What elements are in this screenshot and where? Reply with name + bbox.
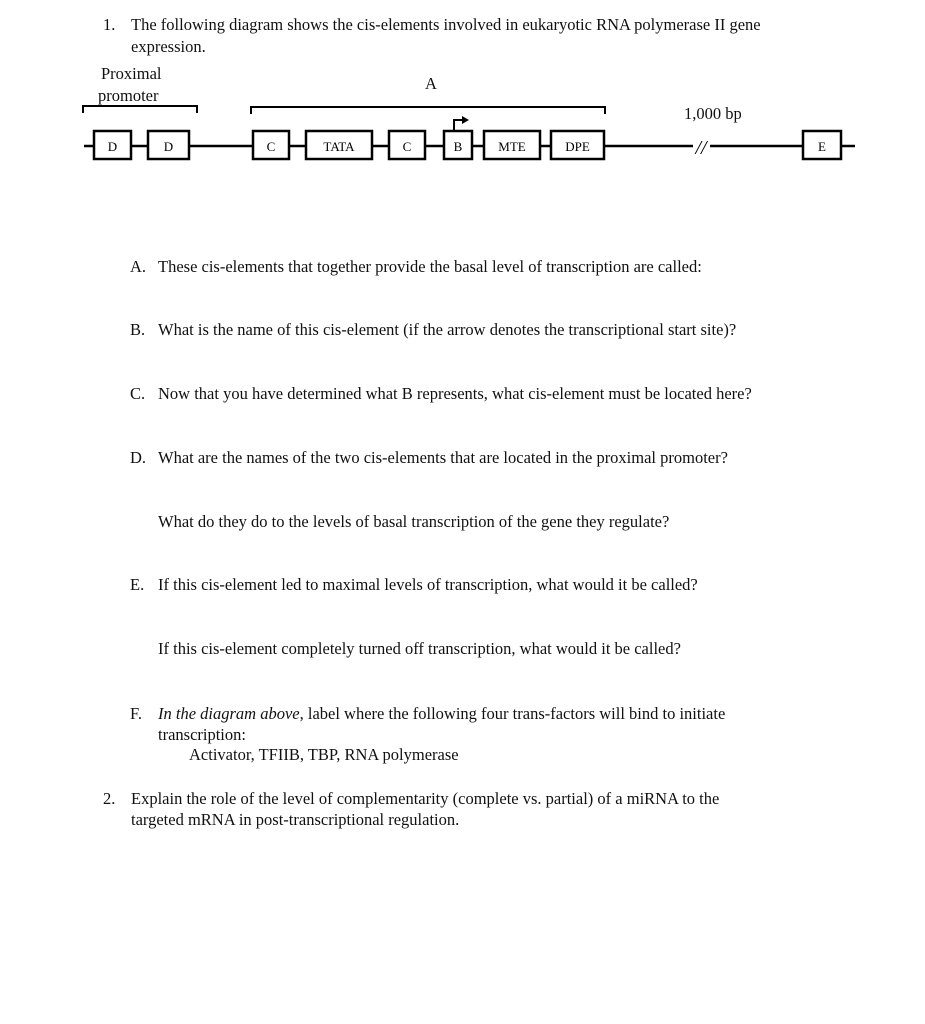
box-c1 [253, 131, 289, 159]
svg-text:D: D [107, 139, 118, 154]
svg-text:C: C [402, 139, 412, 154]
a-label: A [425, 74, 437, 93]
part-a-letter: A. [130, 257, 147, 276]
part-f-line2: transcription: [158, 725, 246, 744]
box-b [444, 131, 472, 159]
proximal-label: Proximal [101, 64, 162, 83]
q1-intro-line2: expression. [131, 37, 206, 56]
svg-text:MTE: MTE [498, 139, 526, 154]
part-f-line1 [158, 703, 725, 724]
proximal-bracket [83, 106, 197, 113]
a-bracket [251, 107, 605, 114]
part-f-italic: In the diagram above [158, 704, 300, 723]
part-e-letter: E. [130, 575, 145, 594]
q1-number: 1. [103, 15, 116, 34]
break-mark: // [695, 137, 707, 159]
part-f-letter: F. [130, 704, 142, 723]
box-c2 [389, 131, 425, 159]
box-d2 [148, 131, 189, 159]
box-mte [484, 131, 540, 159]
part-d-followup: What do they do to the levels of basal transcription of the gene they regulate? [158, 512, 670, 531]
part-b-letter: B. [130, 320, 146, 339]
promoter-label: promoter [98, 86, 159, 105]
part-d-letter: D. [130, 448, 147, 467]
box-d1 [94, 131, 131, 159]
part-b-text: What is the name of this cis-element (if the arrow denotes the transcriptional start site)? [158, 320, 737, 339]
part-f-factors: Activator, TFIIB, TBP, RNA polymerase [189, 745, 459, 764]
box-dpe [551, 131, 604, 159]
box-e [803, 131, 841, 159]
part-c-letter: C. [130, 384, 146, 403]
svg-text:B: B [453, 139, 463, 154]
svg-text:E: E [818, 139, 826, 154]
svg-text:DPE: DPE [565, 139, 590, 154]
part-a-text: These cis-elements that together provide the basal level of transcription are called: [158, 257, 702, 276]
q1-intro-line1: The following diagram shows the cis-elements involved in eukaryotic RNA polymerase II gene [131, 15, 761, 34]
q2-number: 2. [103, 789, 116, 808]
part-e-followup: If this cis-element completely turned off transcription, what would it be called? [158, 639, 681, 658]
part-d-text: What are the names of the two cis-elements that are located in the proximal promoter? [158, 448, 728, 467]
part-c-text: Now that you have determined what B represents, what cis-element must be located here? [158, 384, 752, 403]
part-e-text: If this cis-element led to maximal levels of transcription, what would it be called? [158, 575, 698, 594]
svg-text:D: D [163, 139, 174, 154]
start-site-arrow-icon [454, 116, 469, 131]
box-tata [306, 131, 372, 159]
cis-element-diagram [0, 0, 925, 200]
bp-label: 1,000 bp [684, 104, 742, 123]
part-f-text: , label where the following four trans-factors will bind to initiate [299, 704, 726, 723]
q2-line2: targeted mRNA in post-transcriptional regulation. [131, 810, 460, 829]
svg-text:TATA: TATA [323, 139, 355, 154]
q2-line1: Explain the role of the level of complementarity (complete vs. partial) of a miRNA to the [131, 789, 720, 808]
svg-text:C: C [266, 139, 276, 154]
